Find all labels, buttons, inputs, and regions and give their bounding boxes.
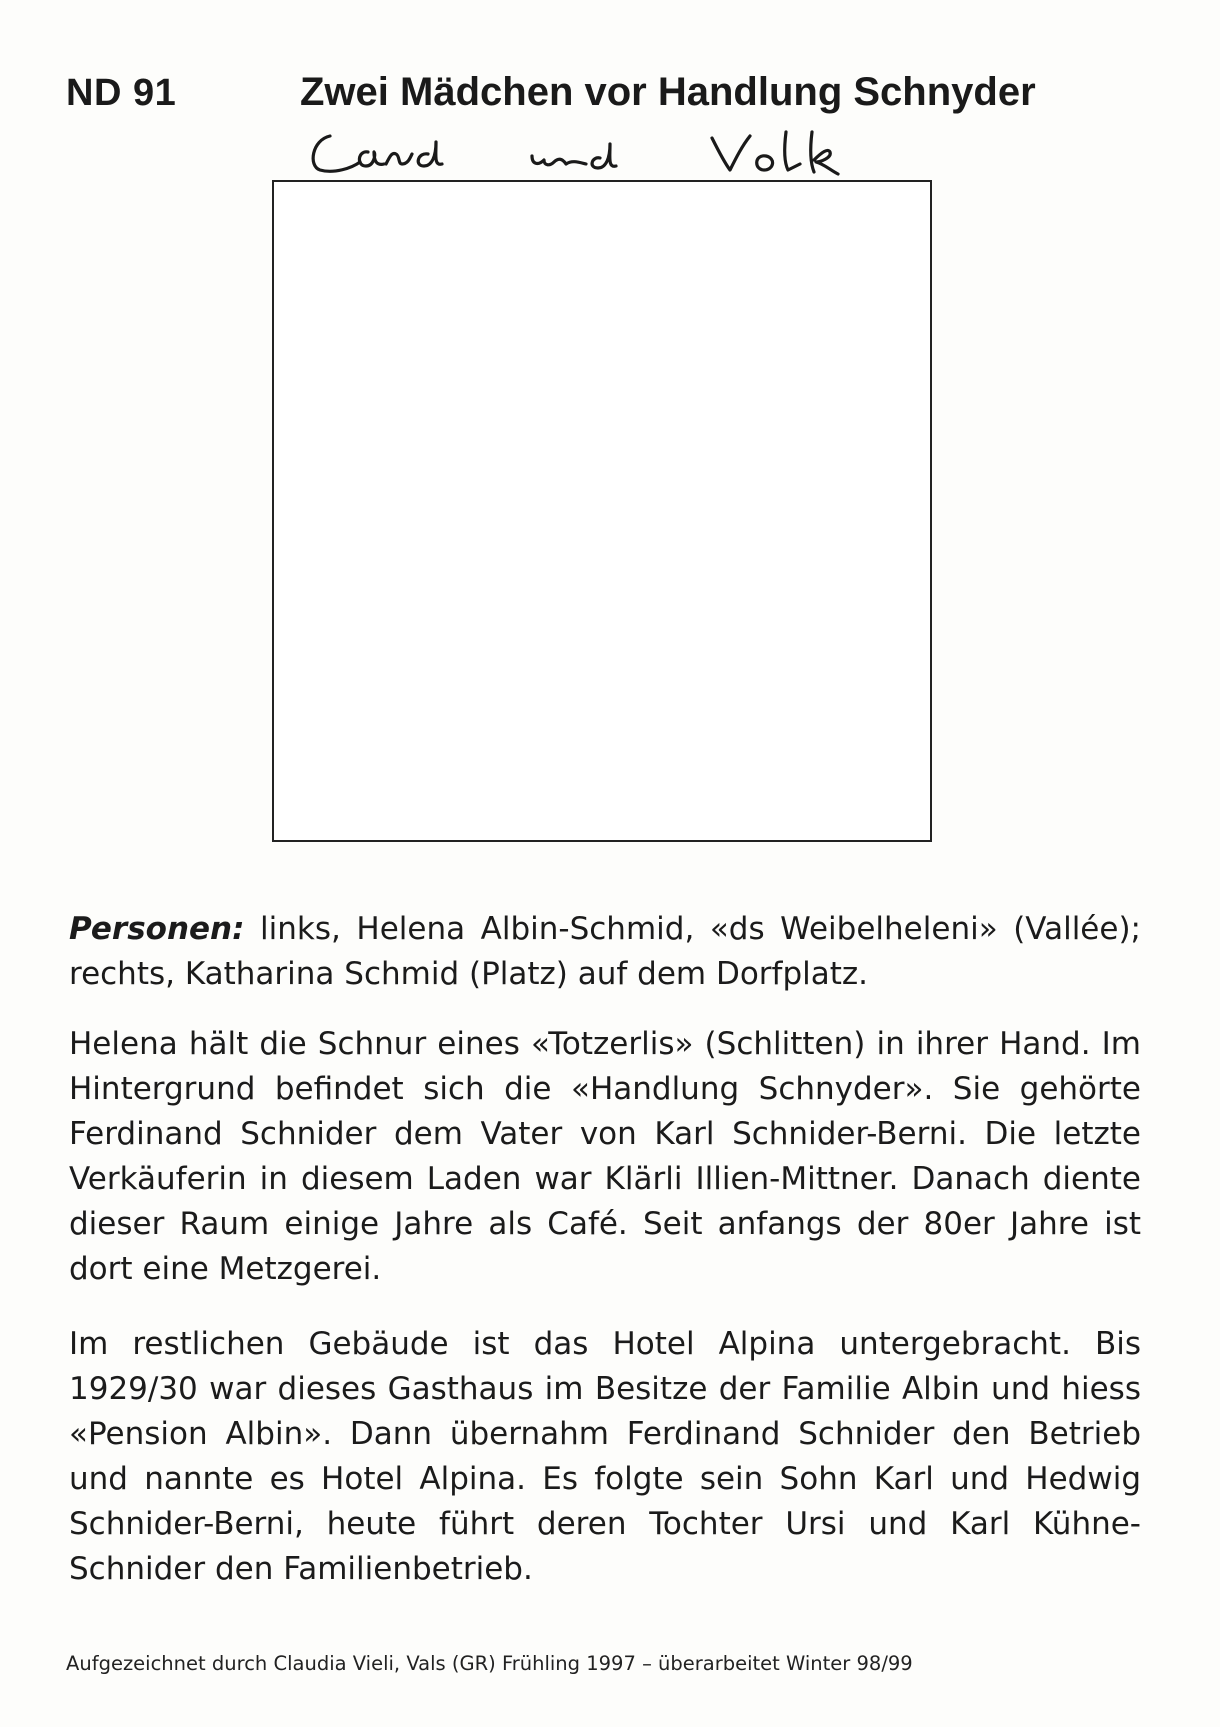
- footer-credit: Aufgezeichnet durch Claudia Vieli, Vals (GR) Frühling 1997 – überarbeitet Winter 98/99: [66, 1652, 913, 1675]
- personen-text: links, Helena Albin-Schmid, «ds Weibelheleni» (Vallée); rechts, Katharina Schmid (Platz) auf dem Dorfplatz.: [69, 911, 1141, 992]
- paragraph-personen: [69, 907, 1141, 997]
- personen-label: Personen:: [69, 911, 245, 947]
- document-id: ND 91: [66, 72, 177, 114]
- photo-frame: [272, 180, 932, 842]
- paragraph-hotel: Im restlichen Gebäude ist das Hotel Alpina untergebracht. Bis 1929/30 war dieses Gasthaus im Besitze der Familie Albin und hiess «Pension Albin». Dann übernahm Ferdinand Schnider den Betrieb und nannte es Hotel Alpina. Es folgte sein Sohn Karl und Hedwig Schnider-Berni, heute führt deren Tochter Ursi und Karl Kühne-Schnider den Familienbetrieb.: [69, 1326, 1141, 1587]
- document-title: Zwei Mädchen vor Handlung Schnyder: [300, 70, 1036, 114]
- paragraph-handlung: Helena hält die Schnur eines «Totzerlis» (Schlitten) in ihrer Hand. Im Hintergrund befindet sich die «Handlung Schnyder». Sie gehörte Ferdinand Schnider dem Vater von Karl Schnider-Berni. Die letzte Verkäuferin in diesem Laden war Klärli Illien-Mittner. Danach diente dieser Raum einige Jahre als Café. Seit anfangs der 80er Jahre ist dort eine Metzgerei.: [69, 1026, 1141, 1287]
